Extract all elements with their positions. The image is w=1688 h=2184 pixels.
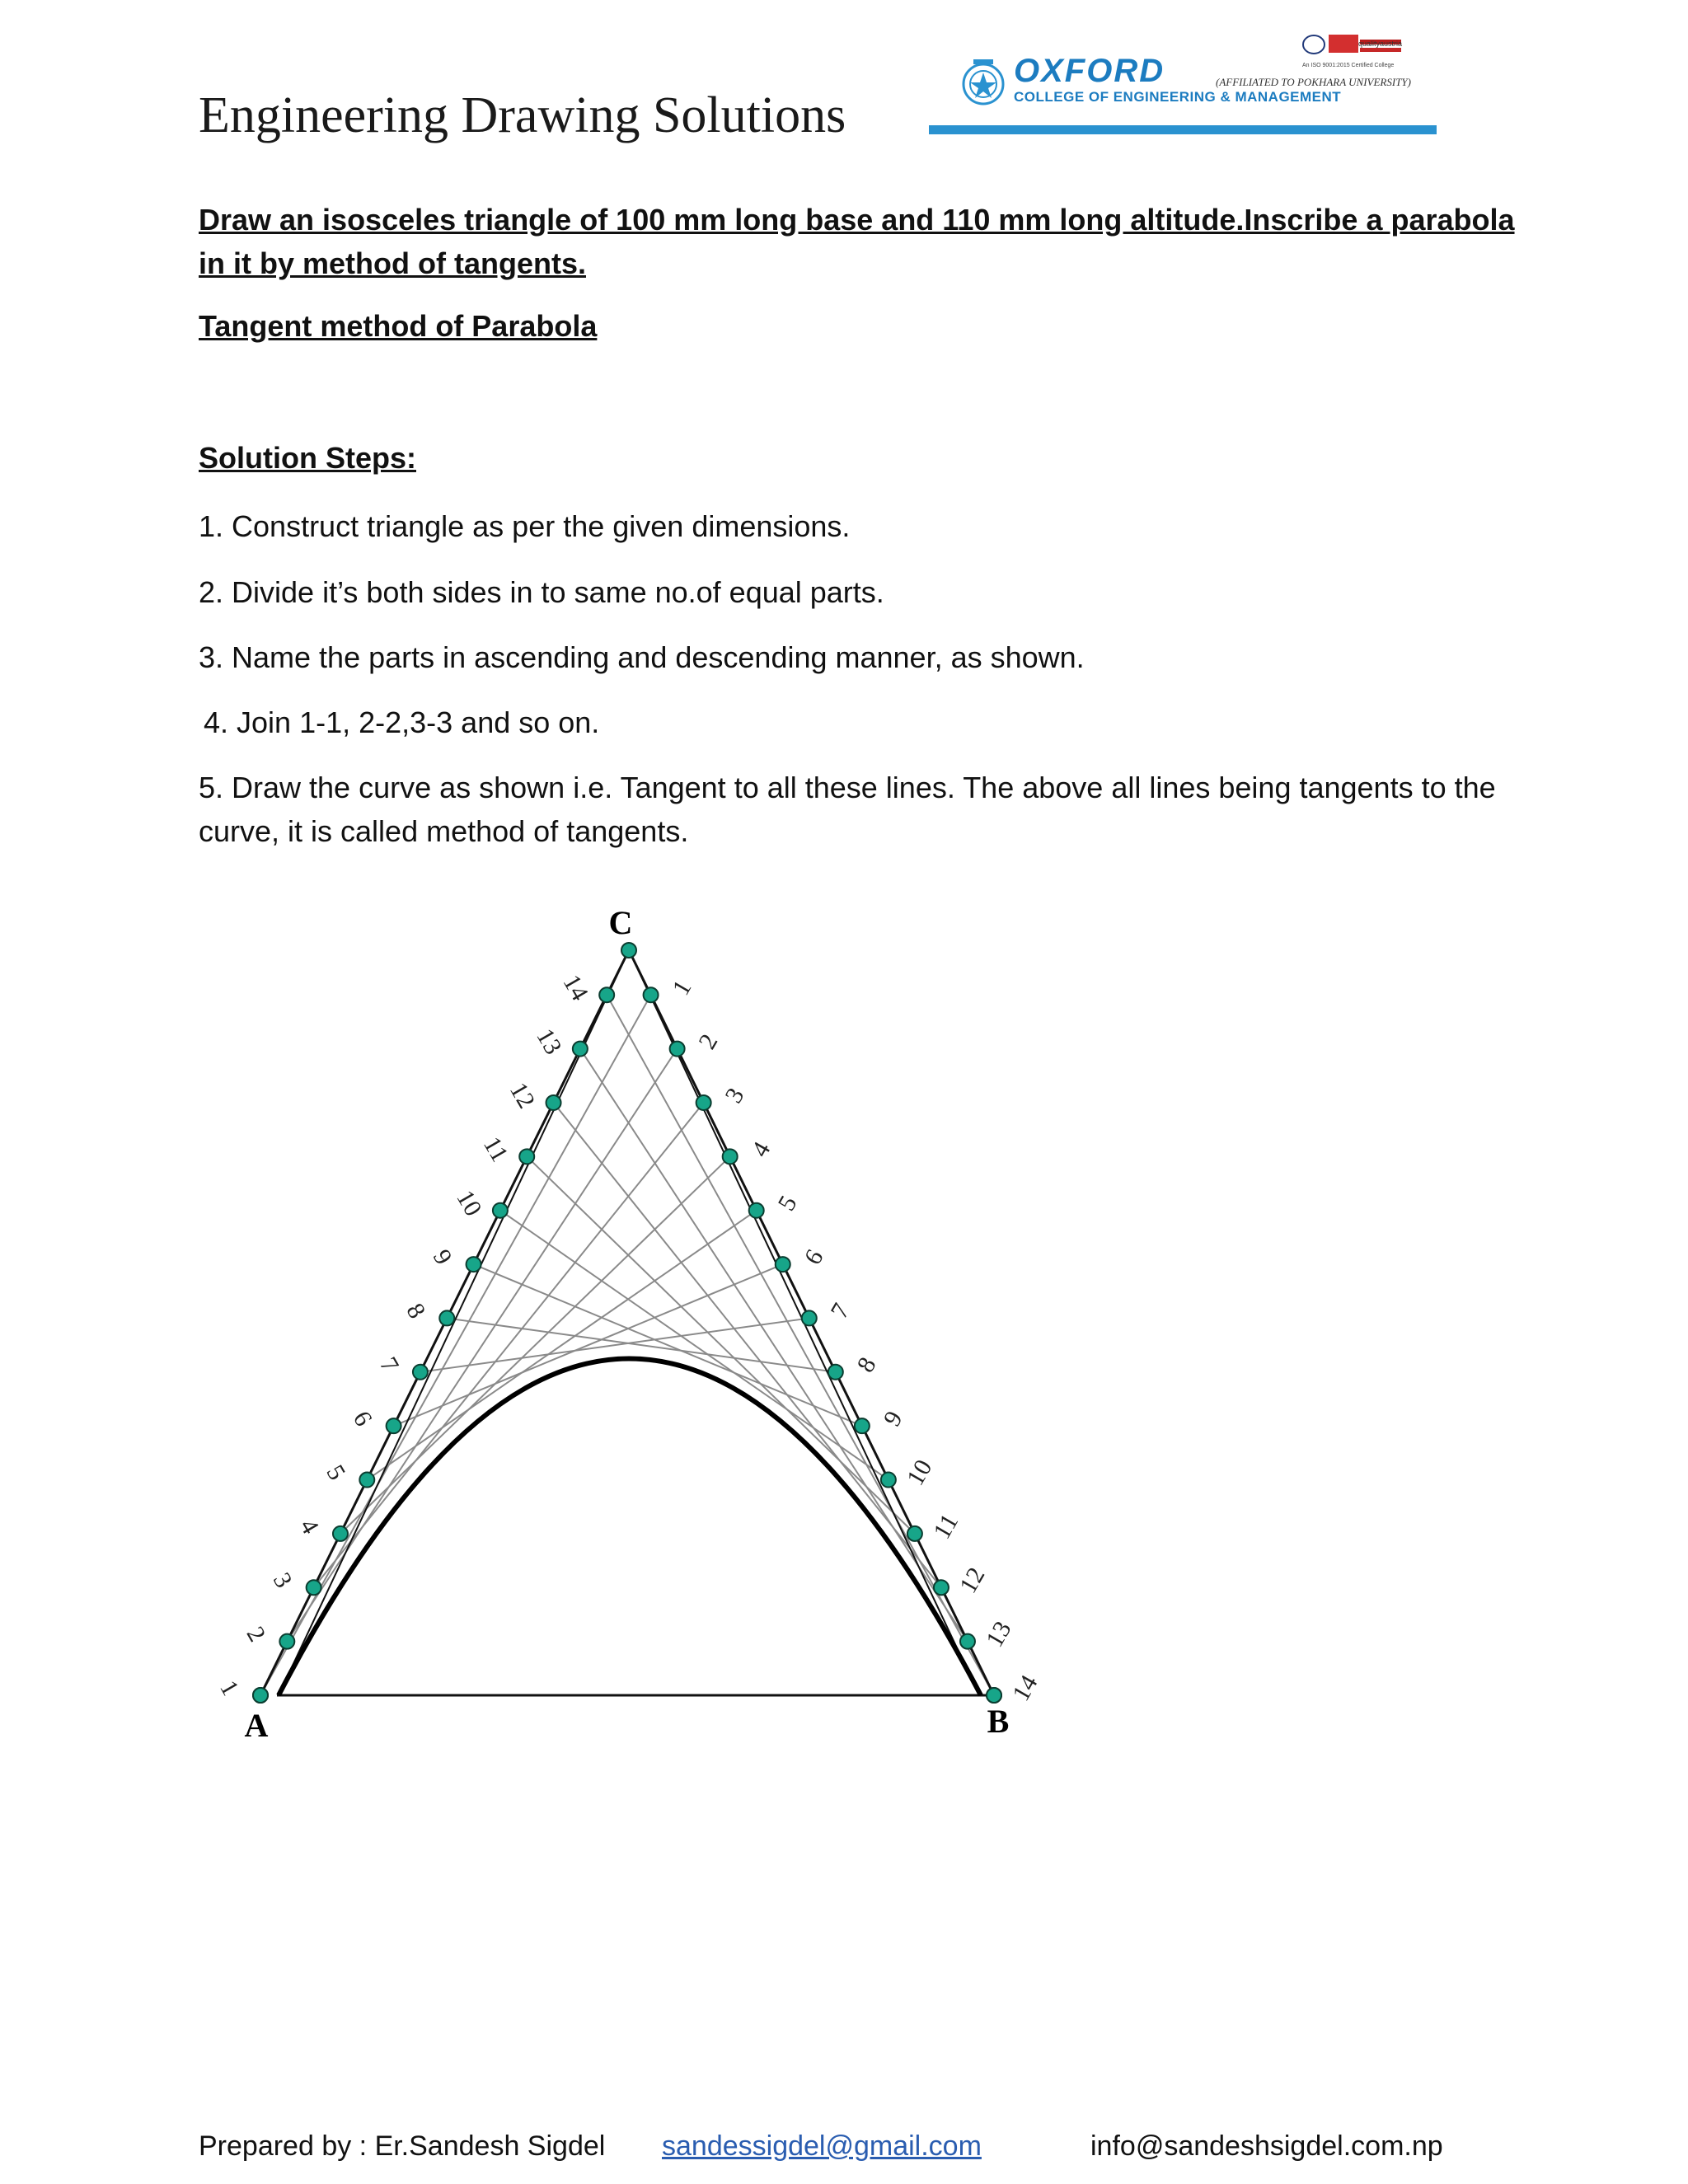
left-division-point — [279, 1634, 294, 1649]
left-division-point — [359, 1473, 374, 1488]
tangent-line — [340, 1156, 730, 1534]
left-division-point — [307, 1580, 321, 1595]
left-division-label: 8 — [401, 1298, 431, 1324]
tangent-line — [447, 1318, 836, 1371]
left-division-label: 7 — [374, 1352, 405, 1377]
right-division-label: 9 — [878, 1406, 908, 1432]
right-division-point — [828, 1365, 843, 1380]
footer-prepared-by: Prepared by : Er.Sandesh Sigdel — [199, 2130, 606, 2162]
right-division-label: 13 — [980, 1616, 1017, 1652]
right-division-label: 7 — [825, 1298, 856, 1324]
page-title: Engineering Drawing Solutions — [199, 87, 846, 143]
footer-email-link[interactable]: sandessigdel@gmail.com — [662, 2130, 982, 2162]
right-division-label: 12 — [954, 1563, 991, 1598]
left-division-label: 6 — [347, 1406, 377, 1432]
logo-college-name: COLLEGE OF ENGINEERING & MANAGEMENT — [1014, 89, 1342, 105]
header-rule — [929, 125, 1437, 134]
right-division-label: 11 — [928, 1509, 964, 1544]
left-division-label: 12 — [504, 1077, 541, 1113]
college-emblem-icon — [960, 58, 1006, 107]
right-division-point — [934, 1580, 949, 1595]
tangent-line — [474, 1264, 862, 1426]
right-division-label: 3 — [720, 1083, 750, 1108]
step-2: 2. Divide it’s both sides in to same no.of equal parts. — [199, 575, 884, 609]
left-division-point — [573, 1042, 588, 1057]
right-division-point — [776, 1257, 790, 1272]
left-division-label: 1 — [214, 1675, 245, 1700]
left-division-label: 10 — [451, 1185, 487, 1221]
vertex-c-point — [621, 943, 636, 958]
right-division-point — [881, 1473, 896, 1488]
step-5: 5. Draw the curve as shown i.e. Tangent to all these lines. The above all lines being tangents to the curve, it is called method of tangents. — [199, 771, 1496, 848]
parabola-tangent-figure — [198, 890, 1104, 1780]
right-division-point — [802, 1310, 817, 1325]
footer-contact: info@sandeshsigdel.com.np — [1090, 2130, 1443, 2162]
right-division-label: 10 — [901, 1455, 938, 1491]
right-division-point — [749, 1203, 764, 1218]
left-division-label: 2 — [241, 1622, 271, 1647]
left-division-point — [387, 1418, 401, 1433]
tangent-line — [394, 1264, 783, 1426]
step-4: 4. Join 1-1, 2-2,3-3 and so on. — [204, 705, 600, 739]
tangent-line — [367, 1211, 756, 1480]
left-division-label: 5 — [321, 1460, 351, 1485]
steps-heading: Solution Steps: — [199, 441, 416, 475]
college-logo — [927, 30, 1438, 137]
right-division-label: 6 — [799, 1244, 829, 1270]
right-division-label: 5 — [772, 1191, 803, 1216]
subheading: Tangent method of Parabola — [199, 309, 598, 343]
right-division-point — [696, 1095, 711, 1110]
right-division-label: 1 — [667, 975, 697, 1001]
right-division-point — [670, 1042, 685, 1057]
right-division-point — [723, 1149, 738, 1164]
left-division-label: 3 — [267, 1568, 298, 1593]
left-division-point — [493, 1203, 508, 1218]
left-division-point — [519, 1149, 534, 1164]
right-division-point — [855, 1418, 870, 1433]
right-division-label: 8 — [851, 1352, 882, 1377]
vertex-a-label: A — [244, 1707, 269, 1744]
right-division-point — [644, 987, 659, 1002]
right-division-label: 2 — [693, 1029, 724, 1054]
left-division-label: 13 — [531, 1024, 567, 1060]
left-division-label: 4 — [294, 1514, 325, 1539]
logo-affiliation: (AFFILIATED TO POKHARA UNIVERSITY) — [1216, 76, 1411, 88]
step-3: 3. Name the parts in ascending and descending manner, as shown. — [199, 640, 1085, 674]
right-division-label: 4 — [746, 1137, 776, 1162]
left-division-point — [439, 1310, 454, 1325]
left-division-point — [467, 1257, 481, 1272]
left-division-label: 11 — [477, 1132, 513, 1167]
vertex-c-label: C — [608, 904, 633, 941]
tangent-line — [527, 1156, 915, 1534]
badge-text: qualityaustria — [1358, 40, 1403, 48]
parabola-curve — [279, 1359, 981, 1696]
certification-badge-icon — [1302, 33, 1426, 66]
left-division-label: 14 — [557, 970, 594, 1005]
vertex-b-label: B — [987, 1703, 1010, 1740]
step-1: 1. Construct triangle as per the given dimensions. — [199, 509, 851, 543]
left-division-label: 9 — [427, 1244, 457, 1270]
right-division-point — [960, 1634, 975, 1649]
tangent-line — [420, 1318, 809, 1371]
right-division-label: 14 — [1006, 1671, 1043, 1706]
left-division-point — [599, 987, 614, 1002]
logo-name: OXFORD — [1014, 53, 1165, 89]
left-division-point — [546, 1095, 561, 1110]
left-division-point — [333, 1526, 348, 1541]
tangent-line — [500, 1211, 889, 1480]
question-text: Draw an isosceles triangle of 100 mm long base and 110 mm long altitude.Inscribe a parabola in it by method of tangents. — [199, 203, 1515, 280]
vertex-a-point — [253, 1688, 268, 1703]
right-division-point — [907, 1526, 922, 1541]
vertex-b-point — [987, 1688, 1001, 1703]
certification-text: An ISO 9001:2015 Certified College — [1302, 63, 1395, 68]
left-division-point — [413, 1365, 428, 1380]
